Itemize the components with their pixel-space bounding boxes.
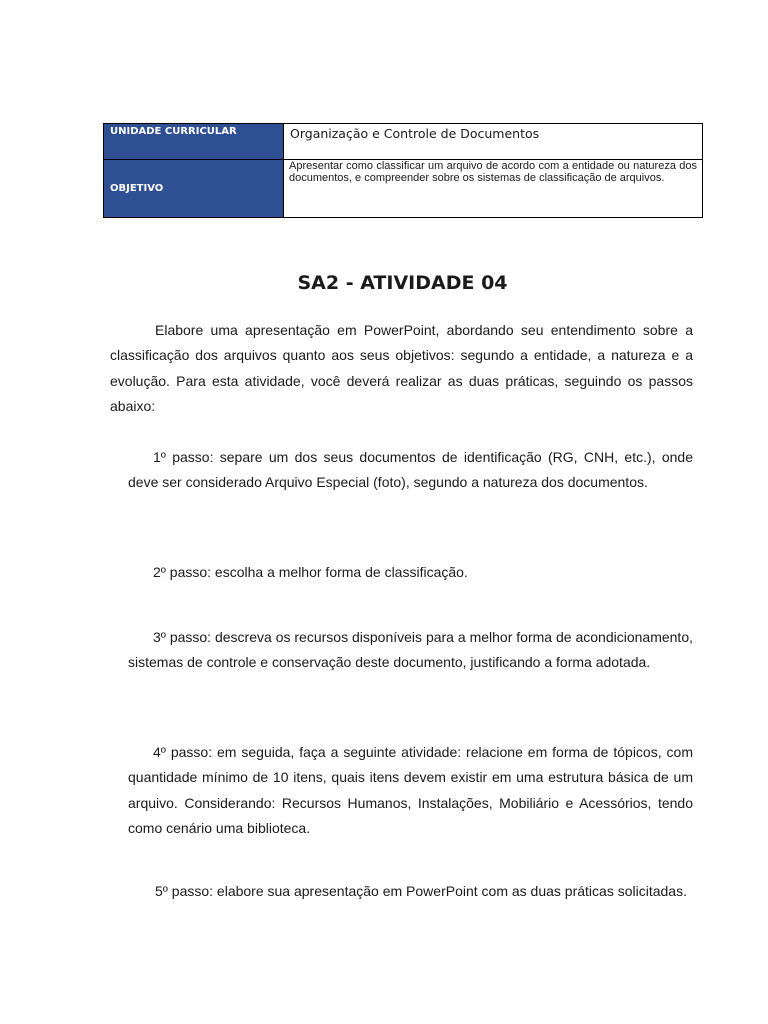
table-row: [104, 160, 703, 218]
objective-value: Apresentar como classificar um arquivo de acordo com a entidade ou natureza dos documentos, e compreender sobre os sistemas de classificação de arquivos.: [284, 160, 703, 218]
step-4: 4º passo: em seguida, faça a seguinte atividade: relacione em forma de tópicos, com quantidade mínimo de 10 itens, quais itens devem existir em uma estrutura básica de um arquivo. Considerando: Recursos Humanos, Instalações, Mobiliário e Acessórios, tendo como cenário uma biblioteca.: [128, 744, 693, 836]
step-3: 3º passo: descreva os recursos disponíveis para a melhor forma de acondicionamento, sistemas de controle e conservação deste documento, justificando a forma adotada.: [128, 629, 693, 671]
step-1: 1º passo: separe um dos seus documentos de identificação (RG, CNH, etc.), onde deve ser considerado Arquivo Especial (foto), segundo a natureza dos documentos.: [128, 449, 693, 491]
step-2: 2º passo: escolha a melhor forma de classificação.: [153, 564, 468, 580]
unit-value: Organização e Controle de Documentos: [284, 124, 703, 160]
unit-label: UNIDADE CURRICULAR: [104, 124, 284, 160]
objective-label: OBJETIVO: [104, 160, 284, 218]
table-row: [104, 124, 703, 160]
page-title: SA2 - ATIVIDADE 04: [297, 272, 508, 294]
intro-paragraph: Elabore uma apresentação em PowerPoint, abordando seu entendimento sobre a classificação dos arquivos quanto aos seus objetivos: segundo a entidade, a natureza e a evolução. Para esta atividade, você deverá realizar as duas práticas, seguindo os passos abaixo:: [110, 322, 693, 414]
step-5: 5º passo: elabore sua apresentação em PowerPoint com as duas práticas solicitadas.: [155, 883, 687, 899]
course-info-table: [103, 123, 703, 218]
